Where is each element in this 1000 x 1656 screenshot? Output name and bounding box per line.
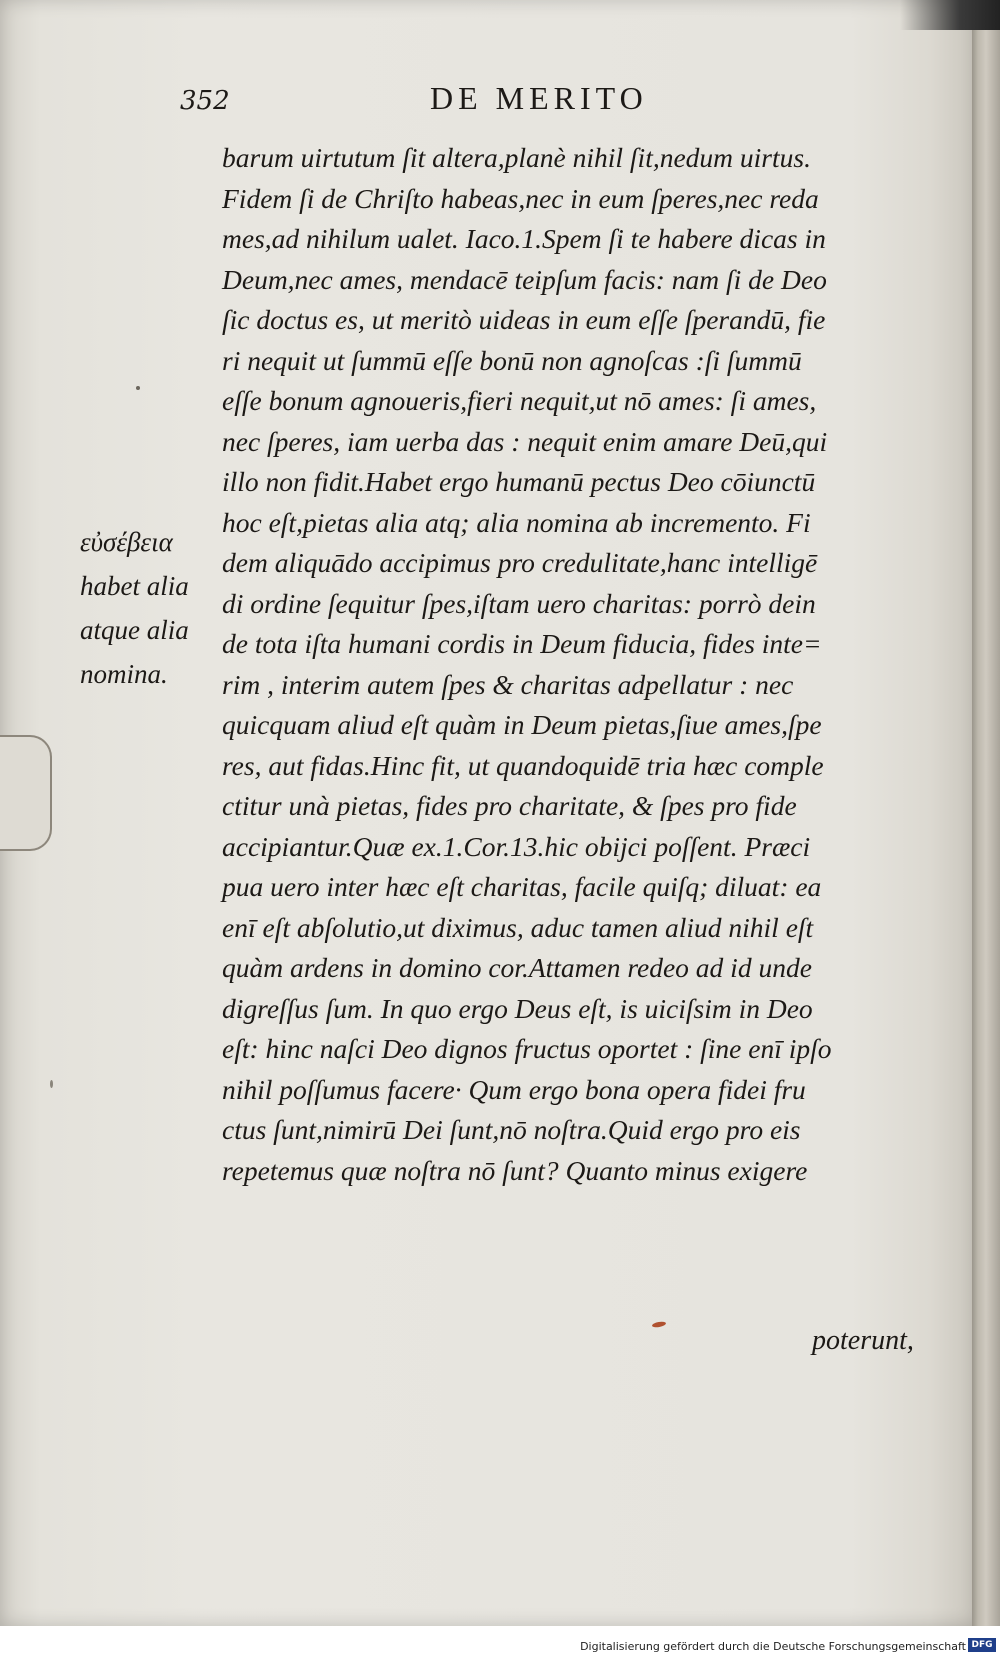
text-line: quàm ardens in domino cor.Attamen redeo ad id unde [222, 952, 812, 983]
page-header [0, 80, 978, 120]
text-line: nec ſperes, iam uerba das : nequit enim amare Deū,qui [222, 425, 828, 457]
text-line: ctitur unà pietas, fides pro charitate, & ſpes pro fide [222, 790, 797, 821]
funding-credit: Digitalisierung gefördert durch die Deutsche Forschungsgemeinschaft [580, 1640, 966, 1653]
text-line: Deum,nec ames, mendacē teipſum facis: nam ſi de Deo [222, 263, 827, 295]
text-line: accipiantur.Quæ ex.1.Cor.13.hic obijci poſſent. Præci [222, 830, 811, 862]
margin-note-line: atque alia [80, 615, 189, 645]
ink-speck [136, 386, 140, 390]
body-text [222, 138, 937, 1191]
text-line: nihil poſſumus facere· Qum ergo bona opera fidei fru [222, 1073, 806, 1105]
dfg-logo: DFG [968, 1638, 996, 1652]
page-number: 352 [180, 86, 230, 116]
text-line: eſſe bonum agnoueris,fieri nequit,ut nō ames: ſi ames, [222, 385, 817, 416]
text-line: ſic doctus es, ut meritò uideas in eum eſſe ſperandū, fie [222, 304, 826, 335]
text-line: mes,ad nihilum ualet. Iaco.1.Spem ſi te habere dicas in [222, 223, 826, 254]
text-line: Fidem ſi de Chriſto habeas,nec in eum ſperes,nec reda [222, 182, 819, 214]
catchword: poterunt, [812, 1325, 914, 1356]
margin-note-line: εὐσέβεια [80, 527, 173, 557]
text-line: di ordine ſequitur ſpes,iſtam uero charitas: porrò dein [222, 587, 816, 619]
text-line: digreſſus ſum. In quo ergo Deus eſt, is uiciſsim in Deo [222, 992, 813, 1024]
text-line: eſt: hinc naſci Deo dignos fructus oportet : ſine enī ipſo [222, 1033, 832, 1064]
text-line: illo non fidit.Habet ergo humanū pectus Deo cōiunctū [222, 466, 816, 497]
top-shadow [900, 0, 1000, 30]
text-line: barum uirtutum ſit altera,planè nihil ſit,nedum uirtus. [222, 142, 811, 173]
text-line: ri nequit ut ſummū eſſe bonū non agnoſcas :ſi ſummū [222, 344, 802, 376]
margin-note-line: nomina. [80, 659, 168, 689]
text-line: pua uero inter hæc eſt charitas, facile quiſq; diluat: ea [222, 871, 822, 902]
text-line: de tota iſta humani cordis in Deum fiducia, fides inte= [222, 628, 822, 659]
text-line: rim , interim autem ſpes & charitas adpellatur : nec [222, 668, 794, 700]
text-line: ctus ſunt,nimirū Dei ſunt,nō noſtra.Quid ergo pro eis [222, 1114, 801, 1145]
text-line: enī eſt abſolutio,ut diximus, aduc tamen aliud nihil eſt [222, 911, 814, 943]
text-line: hoc eſt,pietas alia atq; alia nomina ab incremento. Fi [222, 506, 811, 538]
text-line: repetemus quæ noſtra nō ſunt? Quanto minus exigere [222, 1154, 808, 1186]
text-line: quicquam aliud eſt quàm in Deum pietas,ſiue ames,ſpe [222, 709, 822, 740]
page-edge [972, 0, 1000, 1626]
page-clip-tab [0, 735, 52, 851]
text-line: dem aliquādo accipimus pro credulitate,hanc intelligē [222, 547, 818, 578]
margin-note-line: habet alia [80, 571, 189, 601]
running-head: DE MERITO [430, 80, 648, 116]
ink-speck [50, 1080, 53, 1088]
margin-note [80, 520, 220, 696]
text-line: res, aut fidas.Hinc fit, ut quandoquidē tria hæc comple [222, 749, 824, 781]
